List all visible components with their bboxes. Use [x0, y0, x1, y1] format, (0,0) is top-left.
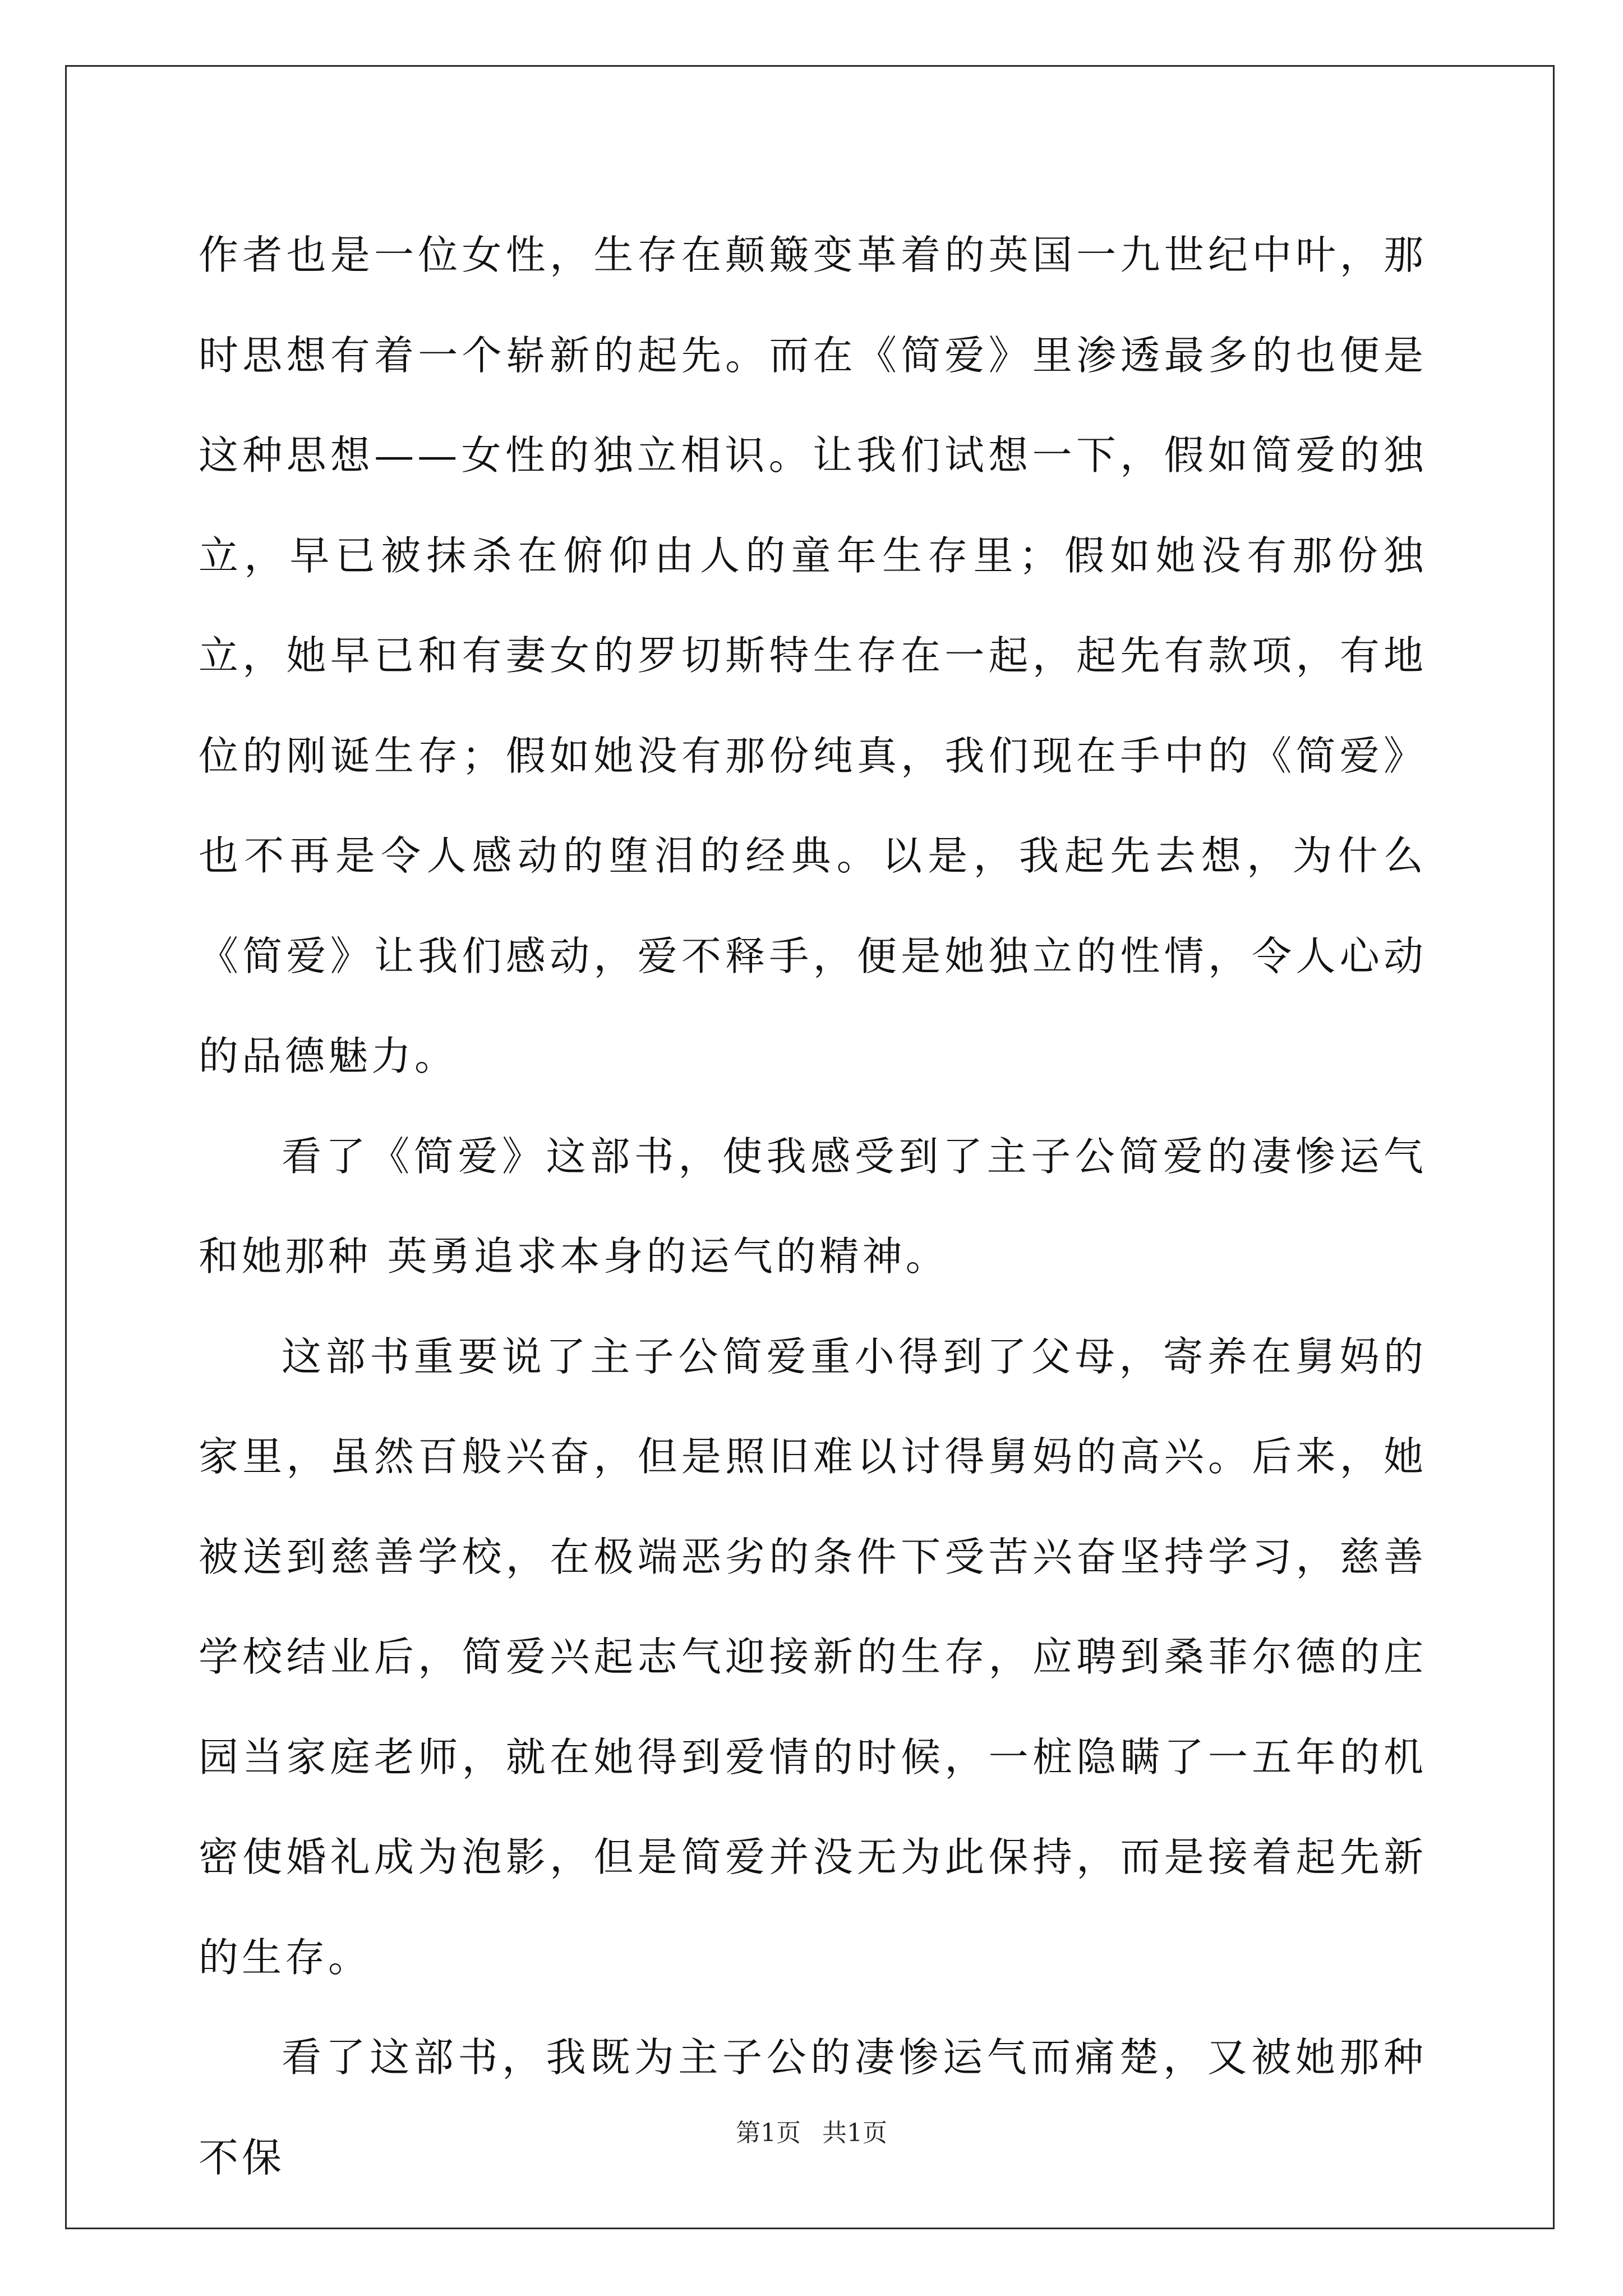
- page-number-total: 共1页: [822, 2119, 887, 2147]
- page-number-current: 第1页: [736, 2119, 801, 2147]
- paragraph-3: 这部书重要说了主子公简爱重小得到了父母，寄养在舅妈的家里，虽然百般兴奋，但是照旧难以讨得舅妈的高兴。后来，她被送到慈善学校，在极端恶劣的条件下受苦兴奋坚持学习，慈善学校结业后，简爱兴起志气迎接新的生存，应聘到桑菲尔德的庄园当家庭老师，就在她得到爱情的时候，一桩隐瞒了一五年的机密使婚礼成为泡影，但是简爱并没无为此保持，而是接着起先新的生存。: [199, 1333, 1427, 1981]
- paragraph-2: 看了《简爱》这部书，使我感受到了主子公简爱的凄惨运气和她那种 英勇追求本身的运气的精神。: [199, 1133, 1427, 1280]
- page-footer: [0, 2116, 1623, 2150]
- paragraph-1: 作者也是一位女性，生存在颠簸变革着的英国一九世纪中叶，那时思想有着一个崭新的起先。而在《简爱》里渗透最多的也便是这种思想——女性的独立相识。让我们试想一下，假如简爱的独立，早已被抹杀在俯仰由人的童年生存里；假如她没有那份独立，她早已和有妻女的罗切斯特生存在一起，起先有款项，有地位的刚诞生存；假如她没有那份纯真，我们现在手中的《简爱》也不再是令人感动的堕泪的经典。以是，我起先去想，为什么《简爱》让我们感动，爱不释手，便是她独立的性情，令人心动的品德魅力。: [199, 232, 1427, 1079]
- document-body: [199, 205, 1427, 2208]
- paragraph-4: 看了这部书，我既为主子公的凄惨运气而痛楚，又被她那种不保: [199, 2034, 1427, 2181]
